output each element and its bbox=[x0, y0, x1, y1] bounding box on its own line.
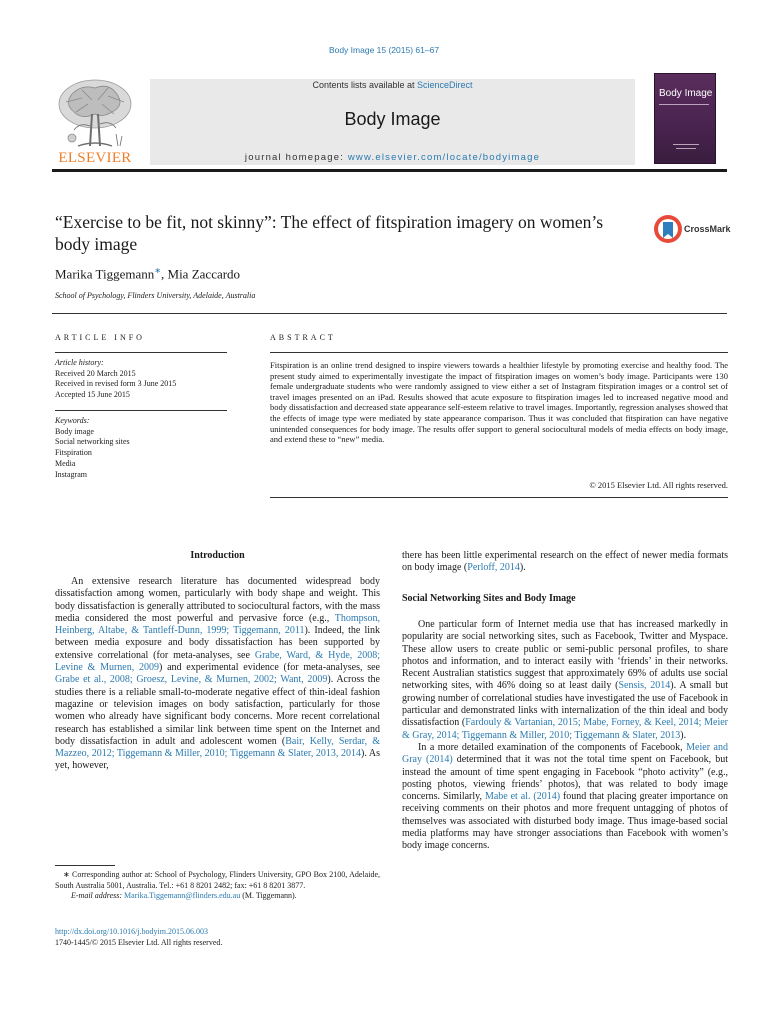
header-divider bbox=[52, 169, 727, 172]
abstract-divider-bottom bbox=[270, 497, 728, 498]
body-paragraph: One particular form of Internet media use that has increased markedly in popularity are social networking sites, such as Facebook, Twitter and Myspace. These allow users to create public or semi-public personal profiles, to share photos and information, and to interact easily with ‘friends’ in their networks. Recent Australian statistics suggest that approximately 69% of adults use social networking sites, with 46% doing so at least daily (Sensis, 2014). A small but growing number of correlational studies have investigated the use of Facebook in particular and demonstrated links with internalization of the thin ideal and body dissatisfaction (Fardouly & Vartanian, 2015; Mabe, Forney, & Keel, 2014; Meier & Gray, 2014; Tiggemann & Miller, 2010; Tiggemann & Slater, 2013). bbox=[402, 619, 728, 741]
cover-divider bbox=[659, 104, 709, 105]
history-label: Article history: bbox=[55, 358, 104, 367]
contents-line bbox=[150, 80, 635, 90]
author-name: Marika Tiggemann bbox=[55, 266, 155, 282]
elsevier-wordmark: ELSEVIER bbox=[58, 150, 132, 166]
footnote-mark: ∗ bbox=[63, 870, 70, 879]
introduction-heading: Introduction bbox=[190, 550, 245, 561]
contents-prefix: Contents lists available at bbox=[312, 80, 418, 90]
introduction-paragraph: An extensive research literature has documented widespread body dissatisfaction among women, particularly with body shape and weight. This body dissatisfaction is generally attributed to sociocultural factors, with the mass media considered the most powerful and pervasive force (e.g., Thompson, Heinberg, Altabe, & Tantleff-Dunn, 1999; Tiggemann, 2011). Indeed, the link between media exposure and body dissatisfaction has been supported by extensive correlational (for meta-analyses, see Grabe, Ward, & Hyde, 2008; Levine & Murnen, 2009) and experimental evidence (for meta-analyses, see Grabe et al., 2008; Groesz, Levine, & Murnen, 2002; Want, 2009). Across the studies there is a reliable small-to-moderate negative effect of thin-ideal fashion magazine or television images on body satisfaction, particularly for those women who already have significant body concerns. More recent correlational research has established a similar link between time spent on the Internet and body dissatisfaction in adult and adolescent women (Bair, Kelly, Serdar, & Mazzeo, 2012; Tiggemann & Miller, 2010; Tiggemann & Slater, 2013, 2014). As yet, however, bbox=[55, 576, 380, 772]
sns-body bbox=[402, 619, 728, 853]
crossmark-label[interactable]: CrossMark bbox=[684, 224, 731, 234]
email-suffix: (M. Tiggemann). bbox=[240, 891, 297, 900]
journal-citation[interactable]: Body Image 15 (2015) 61–67 bbox=[328, 45, 440, 55]
cover-divider bbox=[676, 148, 696, 149]
history-accepted: Accepted 15 June 2015 bbox=[55, 390, 130, 400]
footnote-divider bbox=[55, 865, 115, 866]
history-received: Received 20 March 2015 bbox=[55, 368, 136, 378]
homepage-link[interactable]: www.elsevier.com/locate/bodyimage bbox=[347, 152, 541, 163]
section-divider bbox=[52, 313, 727, 314]
author-affiliation: School of Psychology, Flinders University, Adelaide, Australia bbox=[55, 291, 256, 300]
info-divider bbox=[55, 352, 227, 353]
keywords-label: Keywords: bbox=[55, 416, 90, 425]
keywords-block bbox=[55, 416, 227, 480]
body-paragraph: In a more detailed examination of the components of Facebook, Meier and Gray (2014) determined that it was not the total time spent on Facebook, but instead the amount of time spent engaging in Facebook “photo activity” (e.g., posting photos, viewing friends’ photos), that was related to body image concerns. Similarly, Mabe et al. (2014) found that placing greater importance on receiving comments on their photos and more frequent untagging of photos of themselves was associated with disturbed body image. Thus image-based social media platforms may have stronger associations than Facebook with women’s body image concerns. bbox=[402, 741, 729, 852]
corresponding-author-mark[interactable]: ∗ bbox=[154, 266, 162, 275]
sciencedirect-link[interactable]: ScienceDirect bbox=[417, 80, 473, 90]
article-info-heading: ARTICLE INFO bbox=[55, 333, 145, 342]
email-link[interactable]: Marika.Tiggemann@flinders.edu.au bbox=[124, 891, 241, 900]
body-paragraph: there has been little experimental research on the effect of newer media formats on body image (Perloff, 2014). bbox=[402, 550, 728, 574]
journal-homepage bbox=[150, 152, 635, 163]
citation-link[interactable]: Grabe et al., 2008; Groesz, Levine, & Murnen, 2002; Want, 2009 bbox=[55, 674, 328, 686]
footnote-text: Corresponding author at: School of Psychology, Flinders University, GPO Box 2100, Adelaide, South Australia 5001, Australia. Tel.: +61 8 8201 2482; fax: +61 8 8201 3877. bbox=[55, 870, 380, 890]
history-revised: Received in revised form 3 June 2015 bbox=[55, 379, 177, 389]
sns-heading: Social Networking Sites and Body Image bbox=[402, 593, 576, 604]
cover-title: Body Image bbox=[659, 88, 713, 99]
citation-link[interactable]: Sensis, 2014 bbox=[618, 680, 671, 692]
author-name: , Mia Zaccardo bbox=[161, 266, 241, 282]
homepage-prefix: journal homepage: bbox=[244, 152, 348, 163]
citation-link[interactable]: Fardouly & Vartanian, 2015; Mabe, Forney, & Keel, 2014; Meier & Gray, 2014; Tiggemann & Miller, 2010; Tiggemann & Slater, 2013 bbox=[402, 717, 728, 741]
citation-link[interactable]: Mabe et al. (2014) bbox=[484, 791, 561, 803]
keyword-item: Instagram bbox=[55, 469, 87, 479]
citation-link[interactable]: Perloff, 2014 bbox=[467, 562, 520, 574]
cover-divider bbox=[673, 144, 699, 145]
abstract-divider-top bbox=[270, 352, 728, 353]
keyword-item: Fitspiration bbox=[55, 448, 92, 458]
citation-link[interactable]: Bair, Kelly, Serdar, & Mazzeo, 2012; Tiggemann & Miller, 2010; Tiggemann & Slater, 2013, 2014 bbox=[55, 735, 380, 760]
corresponding-author-footnote bbox=[55, 870, 380, 902]
introduction-body bbox=[55, 576, 380, 773]
paper-title: “Exercise to be fit, not skinny”: The effect of fitspiration imagery on women’s body image bbox=[55, 212, 604, 254]
info-divider bbox=[55, 410, 227, 411]
issn-line: 1740-1445/© 2015 Elsevier Ltd. All rights reserved. bbox=[55, 938, 223, 947]
doi-link[interactable]: http://dx.doi.org/10.1016/j.bodyim.2015.06.003 bbox=[55, 927, 208, 936]
citation-link[interactable]: Thompson, Heinberg, Altabe, & Tantleff-Dunn, 1999; Tiggemann, 2011 bbox=[55, 612, 380, 637]
right-column-top bbox=[402, 550, 728, 575]
keyword-item: Social networking sites bbox=[55, 437, 130, 447]
abstract-text: Fitspiration is an online trend designed to inspire viewers towards a healthier lifestyle by promoting exercise and healthy food. The present study aimed to experimentally investigate the impact of fitspiration images on women’s body image. Participants were 130 female undergraduate students who were randomly assigned to view either a set of Instagram fitspiration images or a control set of travel images presented on an iPad. Results showed that acute exposure to fitspiration images led to increased negative mood and body dissatisfaction and decreased state appearance self-esteem relative to travel images. Importantly, regression analyses showed that the effects of image type were mediated by state appearance comparison. Thus it was concluded that fitspiration can have negative unintended consequences for body image. The results offer support to general sociocultural models of media effects on body image, and extend these to “new” media. bbox=[270, 360, 728, 445]
citation-link[interactable]: Meier and Gray (2014) bbox=[402, 741, 728, 766]
article-history bbox=[55, 358, 227, 401]
journal-title: Body Image bbox=[344, 109, 441, 129]
email-label: E-mail address: bbox=[71, 891, 125, 900]
abstract-heading: ABSTRACT bbox=[270, 333, 336, 342]
author-line bbox=[55, 266, 240, 282]
citation-link[interactable]: Grabe, Ward, & Hyde, 2008; Levine & Murnen, 2009 bbox=[55, 649, 380, 674]
journal-cover-image[interactable] bbox=[654, 73, 716, 164]
keyword-item: Body image bbox=[55, 426, 94, 436]
abstract-copyright: © 2015 Elsevier Ltd. All rights reserved. bbox=[589, 480, 728, 490]
keyword-item: Media bbox=[55, 458, 76, 468]
